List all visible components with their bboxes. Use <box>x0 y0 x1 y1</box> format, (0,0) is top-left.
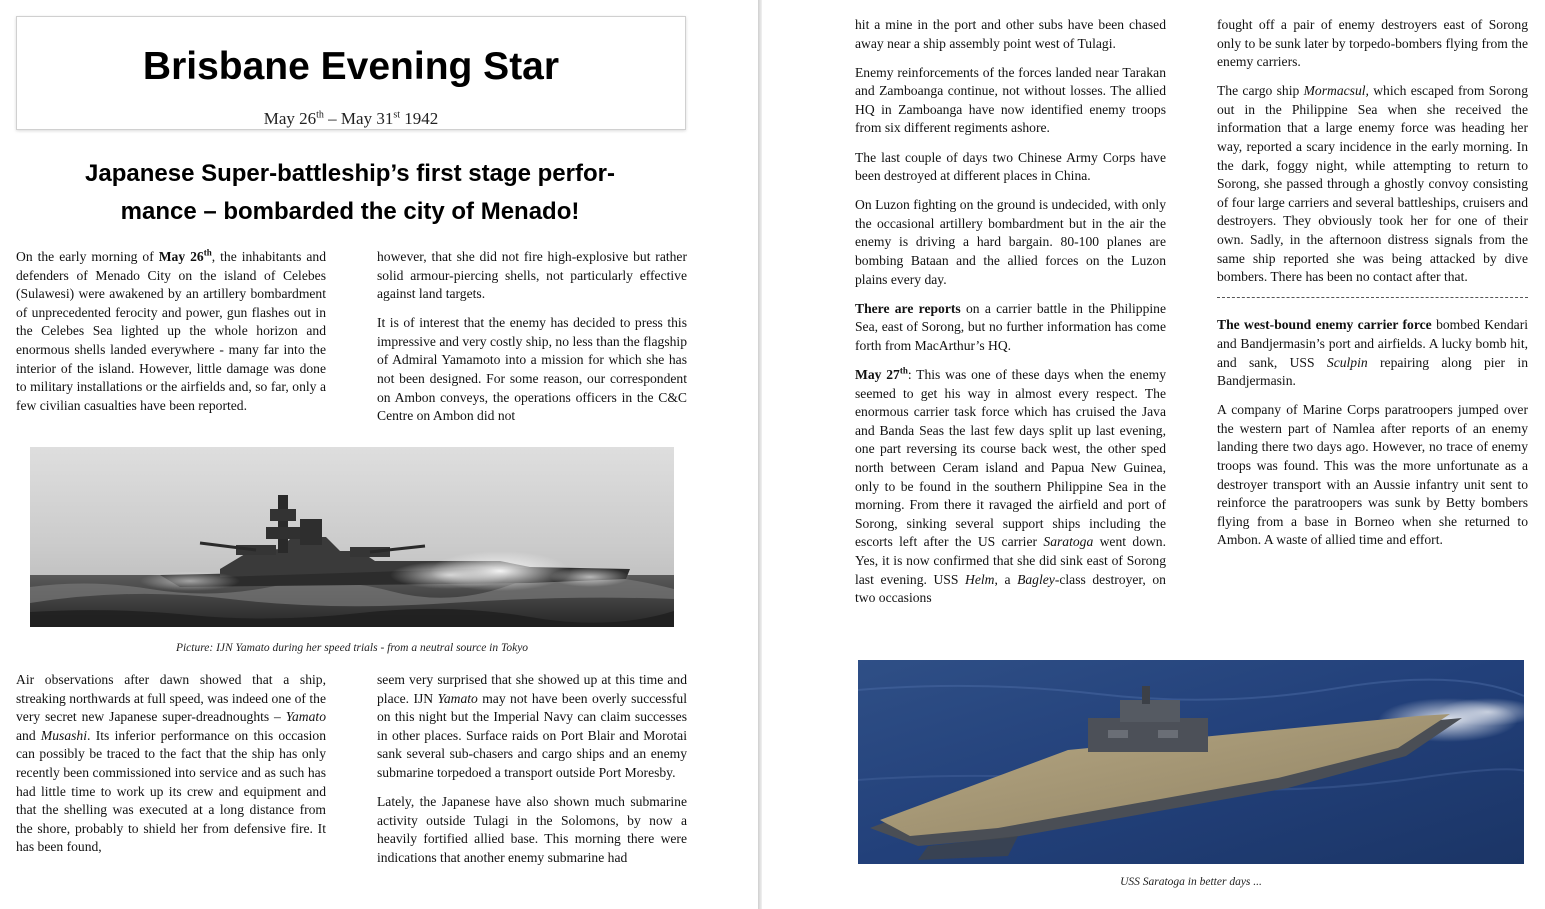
paragraph: Air observations after dawn showed that a ship, streaking northwards at full speed, was indeed one of the very secret new Japanese super-dreadnoughts – Yamato and Musashi. Its inferior performance on this occasion can possibly be traced to the fact that the ship has only recently been commissioned into service and as such has had little time to work up its crew and equipment and that the shelling was executed at a long distance from the shore, probably to shield her from defensive fire. It has been found, <box>16 672 326 855</box>
paragraph: On the early morning of May 26th, the inhabitants and defenders of Menado City on the island of Celebes (Sulawesi) were awakened by an artillery bombardment of unprecedented ferocity and power, gun flashes out in the Celebes Sea lighted up the whole horizon and enormous shells landed everywhere - many far into the interior of the island. However, little damage was done to military installations or the airfields and, so far, only a few civilian casualties have been reported. <box>16 247 326 413</box>
paragraph: The cargo ship Mormacsul, which escaped from Sorong out in the Philippine Sea when she received the information that a large enemy force was heading her way, reported a scary incidence in the early morning. In the dark, foggy night, while attempting to return to Sorong, she passed through a ghostly convoy consisting of four large carriers and several battleships, cruisers and destroyers. They obviously took her for one of their own. Sadly, in the afternoon distress signals from the same ship reported she was being attacked by dive bombers. There has been no contact after that. <box>1217 83 1528 285</box>
paragraph: On Luzon fighting on the ground is undecided, with only the occasional artillery bombardment but in the air the enemy is driving a hard bargain. 80-100 planes are bombing Bataan and the allied forces on the Luzon plains every day. <box>855 197 1166 287</box>
paragraph: Enemy reinforcements of the forces landed near Tarakan and Zamboanga continue, not without losses. The allied HQ in Zamboanga have now identified enemy troops from six different regiments ashore. <box>855 64 1166 136</box>
yamato-photo <box>30 447 674 627</box>
paragraph: A company of Marine Corps paratroopers jumped over the western part of Namlea after reports of an enemy landing there two days ago. However, no trace of enemy troops was found. This was the more unfortunate as a destroyer transport with an Aussie infantry unit sent to reinforce the paratroopers was sunk by Betty bombers flying from a base in Borneo when she returned to Ambon. A waste of allied time and effort. <box>1217 402 1528 548</box>
article-column-2 <box>377 248 687 436</box>
article-column-4 <box>377 671 687 878</box>
paragraph: Lately, the Japanese have also shown much submarine activity outside Tulagi in the Solomons, by now a heavily fortified allied base. This morning there were indications that another enemy submarine had <box>377 794 687 865</box>
paragraph: however, that she did not fire high-explosive but rather solid armour-piercing shells, not particularly effective against land targets. <box>377 249 687 302</box>
paragraph: hit a mine in the port and other subs have been chased away near a ship assembly point west of Tulagi. <box>855 17 1166 51</box>
paragraph: fought off a pair of enemy destroyers east of Sorong only to be sunk later by torpedo-bombers flying from the enemy carriers. <box>1217 17 1528 70</box>
photo-caption-yamato: Picture: IJN Yamato during her speed trials - from a neutral source in Tokyo <box>175 642 529 654</box>
paragraph: The west-bound enemy carrier force bombed Kendari and Bandjermasin’s port and airfields. A lucky bomb hit, and sank, USS Sculpin repairing along pier in Bandjermasin. <box>1217 317 1528 389</box>
article-column-1 <box>16 248 326 426</box>
saratoga-photo <box>858 660 1524 864</box>
section-divider <box>1217 297 1528 298</box>
photo-caption-saratoga: USS Saratoga in better days ... <box>1120 876 1262 888</box>
paragraph: May 27th: This was one of these days when the enemy seemed to get his way in almost every respect. The enormous carrier task force which has cruised the Java and Banda Seas the last few days split up last evening, one part reversing its course back west, the other sped north between Ceram island and Papua New Guinea, only to be found in the southern Philippine Sea in the morning. From there it ravaged the airfield and port of Sorong, sinking several support ships including the escorts left after the US carrier Saratoga went down. Yes, it is now confirmed that she did sink east of Sorong last evening. USS Helm, a Bagley-class destroyer, on two occasions <box>855 365 1167 606</box>
paragraph: It is of interest that the enemy has decided to press this impressive and very costly ship, no less than the flagship of Admiral Yamamoto into a mission for which she has not been designed. For some reason, our correspondent on Ambon conveys, the operations officers in the C&C Centre on Ambon did not <box>377 315 687 424</box>
issue-date: May 26th – May 31st 1942 <box>263 109 439 128</box>
article-column-3 <box>16 671 326 867</box>
article-column-6 <box>1217 16 1528 560</box>
left-page <box>0 0 758 909</box>
article-column-5 <box>855 16 1166 618</box>
paragraph: There are reports on a carrier battle in the Philippine Sea, east of Sorong, but no further information has come forth from MacArthur’s HQ. <box>855 300 1166 353</box>
paragraph: The last couple of days two Chinese Army Corps have been destroyed at different places in China. <box>855 149 1166 184</box>
newspaper-title: Brisbane Evening Star <box>142 45 560 88</box>
masthead <box>16 16 686 130</box>
main-headline: Japanese Super-battleship’s first stage perfor- mance – bombarded the city of Menado! <box>85 160 615 225</box>
right-page <box>762 0 1545 909</box>
paragraph: seem very surprised that she showed up at this time and place. IJN Yamato may not have been overly successful on this night but the Imperial Navy can claim successes in other places. Surface raids on Port Blair and Morotai sank several sub-chasers and cargo ships and an enemy submarine torpedoed a transport outside Port Moresby. <box>377 672 687 780</box>
